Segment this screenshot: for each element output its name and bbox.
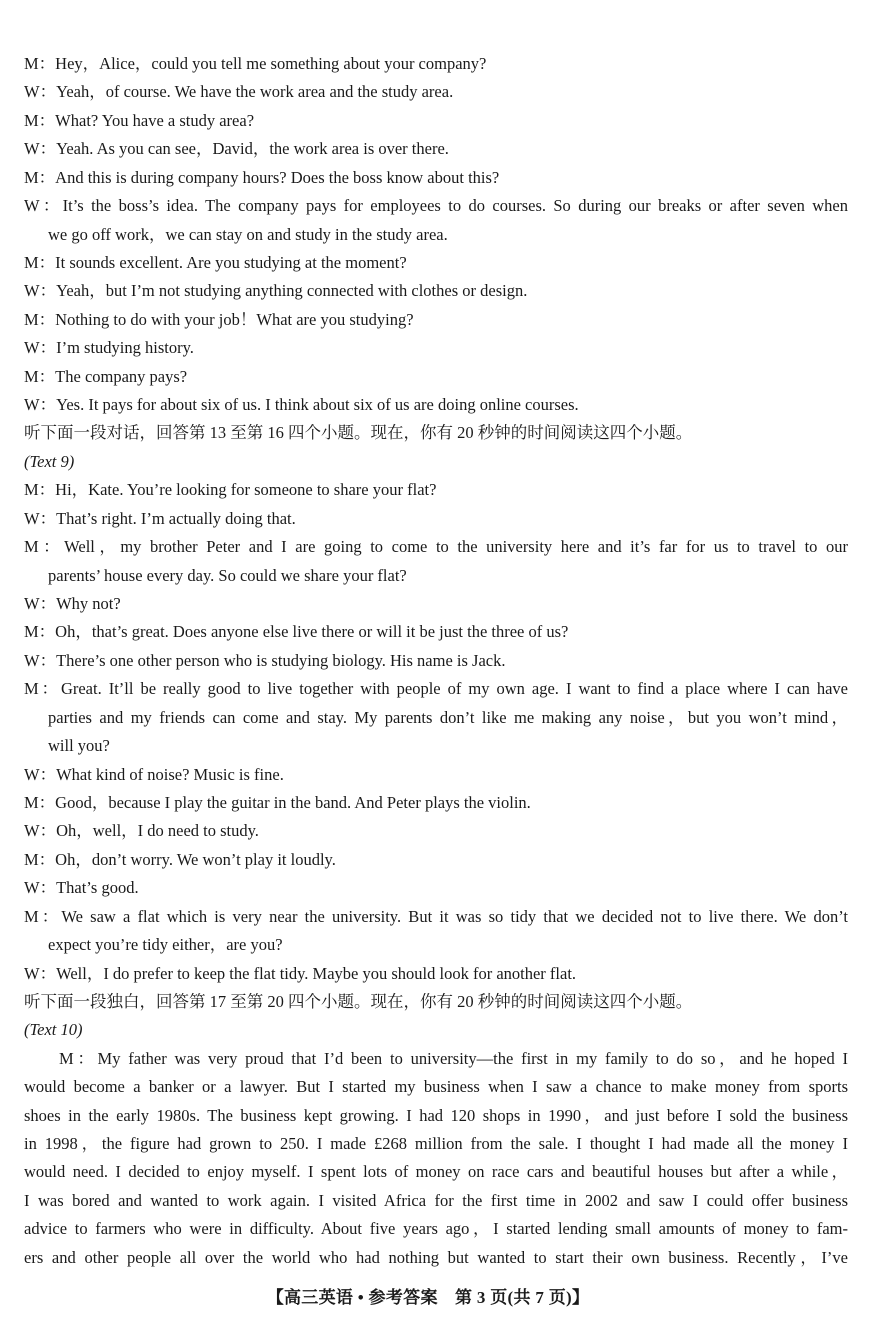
listening-instruction: 听下面一段独白，回答第 17 至第 20 四个小题。现在，你有 20 秒钟的时间阅读这四个小题。 bbox=[24, 991, 693, 1011]
monologue-section-text10 bbox=[24, 1016, 848, 1272]
dialogue-turn bbox=[24, 50, 848, 78]
dialogue-line: W：Why not? bbox=[24, 594, 121, 614]
monologue-line: would need. I decided to enjoy myself. I spent lots of money on race cars and beautiful houses but after a while， bbox=[24, 1162, 848, 1182]
dialogue-turn bbox=[24, 249, 848, 277]
monologue-line: I was bored and wanted to work again. I visited Africa for the first time in 2002 and saw I could offer business bbox=[24, 1190, 848, 1210]
transcript-body bbox=[24, 50, 848, 1272]
monologue-line: in 1998，the figure had grown to 250. I made £268 million from the sale. I thought I had made all the money I bbox=[24, 1134, 848, 1154]
dialogue-line: M：Hey，Alice，could you tell me something about your company? bbox=[24, 54, 487, 73]
dialogue-turn bbox=[24, 107, 848, 135]
monologue-paragraph bbox=[24, 1045, 848, 1272]
dialogue-line: M：The company pays? bbox=[24, 366, 188, 386]
dialogue-line: M：We saw a flat which is very near the university. But it was so tidy that we decided not to live there. We don’t bbox=[24, 906, 848, 926]
dialogue-line: M：Well，my brother Peter and I are going to come to the university here and it’s far for us to travel to our bbox=[24, 537, 848, 557]
dialogue-line: M：Good，because I play the guitar in the band. And Peter plays the violin. bbox=[24, 792, 531, 812]
dialogue-line-continued: parties and my friends can come and stay. My parents don’t like me making any noise，but you won’t mind， bbox=[48, 707, 848, 727]
dialogue-line: W：Yeah，but I’m not studying anything connected with clothes or design. bbox=[24, 281, 528, 301]
dialogue-turn bbox=[24, 789, 848, 817]
dialogue-line: W：Yeah，of course. We have the work area and the study area. bbox=[24, 82, 454, 102]
page-footer: 【高三英语 • 参考答案 第 3 页(共 7 页)】 bbox=[266, 1288, 590, 1307]
dialogue-turn bbox=[24, 903, 848, 960]
dialogue-line: W：That’s good. bbox=[24, 878, 139, 898]
dialogue-line: M：What? You have a study area? bbox=[24, 110, 255, 130]
dialogue-turn bbox=[24, 78, 848, 106]
dialogue-turn bbox=[24, 761, 848, 789]
dialogue-turn bbox=[24, 618, 848, 646]
monologue-line: shoes in the early 1980s. The business kept growing. I had 120 shops in 1990，and just before I sold the business bbox=[24, 1105, 848, 1125]
monologue-line: would become a banker or a lawyer. But I started my business when I saw a chance to make money from sports bbox=[24, 1077, 848, 1097]
dialogue-line: M：And this is during company hours? Does the boss know about this? bbox=[24, 167, 500, 187]
section-label: (Text 9) bbox=[24, 451, 75, 471]
dialogue-section bbox=[24, 50, 848, 419]
dialogue-turn bbox=[24, 192, 848, 249]
dialogue-turn bbox=[24, 817, 848, 845]
dialogue-line: M：Oh，don’t worry. We won’t play it loudly. bbox=[24, 849, 336, 869]
dialogue-turn bbox=[24, 334, 848, 362]
dialogue-turn bbox=[24, 533, 848, 590]
dialogue-turn bbox=[24, 135, 848, 163]
dialogue-line: M：Oh，that’s great. Does anyone else live there or will it be just the three of us? bbox=[24, 622, 569, 642]
dialogue-turn bbox=[24, 164, 848, 192]
dialogue-turn bbox=[24, 363, 848, 391]
dialogue-line: M：Hi，Kate. You’re looking for someone to share your flat? bbox=[24, 480, 437, 500]
dialogue-turn bbox=[24, 505, 848, 533]
dialogue-turn bbox=[24, 960, 848, 988]
dialogue-turn bbox=[24, 846, 848, 874]
dialogue-line: W：Well，I do prefer to keep the flat tidy. Maybe you should look for another flat. bbox=[24, 963, 577, 983]
dialogue-turn bbox=[24, 647, 848, 675]
dialogue-line: W：Oh，well，I do need to study. bbox=[24, 821, 259, 841]
dialogue-line: M：Nothing to do with your job！What are you studying? bbox=[24, 309, 414, 329]
dialogue-turn bbox=[24, 277, 848, 305]
dialogue-turn bbox=[24, 476, 848, 504]
listening-instruction: 听下面一段对话，回答第 13 至第 16 四个小题。现在，你有 20 秒钟的时间阅读这四个小题。 bbox=[24, 423, 693, 443]
dialogue-line: M：Great. It’ll be really good to live together with people of my own age. I want to find a place where I can have bbox=[24, 679, 848, 699]
dialogue-line-continued: parents’ house every day. So could we share your flat? bbox=[48, 565, 407, 585]
dialogue-line: W：There’s one other person who is studying biology. His name is Jack. bbox=[24, 650, 506, 670]
dialogue-turn bbox=[24, 590, 848, 618]
monologue-line: advice to farmers who were in difficulty. About five years ago，I started lending small amounts of money to fam- bbox=[24, 1219, 848, 1239]
dialogue-turn bbox=[24, 675, 848, 760]
monologue-line: ers and other people all over the world who had nothing but wanted to start their own business. Recently，I’ve bbox=[24, 1247, 848, 1267]
dialogue-section-text9 bbox=[24, 448, 848, 988]
dialogue-turn bbox=[24, 874, 848, 902]
dialogue-line: W：That’s right. I’m actually doing that. bbox=[24, 508, 296, 528]
dialogue-line: W：It’s the boss’s idea. The company pays for employees to do courses. So during our breaks or after seven when bbox=[24, 196, 848, 216]
dialogue-line: W：I’m studying history. bbox=[24, 338, 194, 358]
dialogue-line: W：What kind of noise? Music is fine. bbox=[24, 764, 284, 784]
dialogue-turn bbox=[24, 306, 848, 334]
dialogue-line: W：Yeah. As you can see，David，the work area is over there. bbox=[24, 139, 449, 159]
dialogue-line-continued: expect you’re tidy either，are you? bbox=[48, 935, 283, 955]
monologue-line: M：My father was very proud that I’d been to university—the first in my family to do so，and he hoped I bbox=[59, 1048, 848, 1068]
dialogue-line-continued: will you? bbox=[48, 736, 110, 756]
dialogue-turn bbox=[24, 391, 848, 419]
dialogue-line: M：It sounds excellent. Are you studying at the moment? bbox=[24, 252, 407, 272]
section-label: (Text 10) bbox=[24, 1020, 83, 1040]
dialogue-line: W：Yes. It pays for about six of us. I think about six of us are doing online courses. bbox=[24, 395, 579, 415]
dialogue-line-continued: we go off work，we can stay on and study in the study area. bbox=[48, 224, 448, 244]
